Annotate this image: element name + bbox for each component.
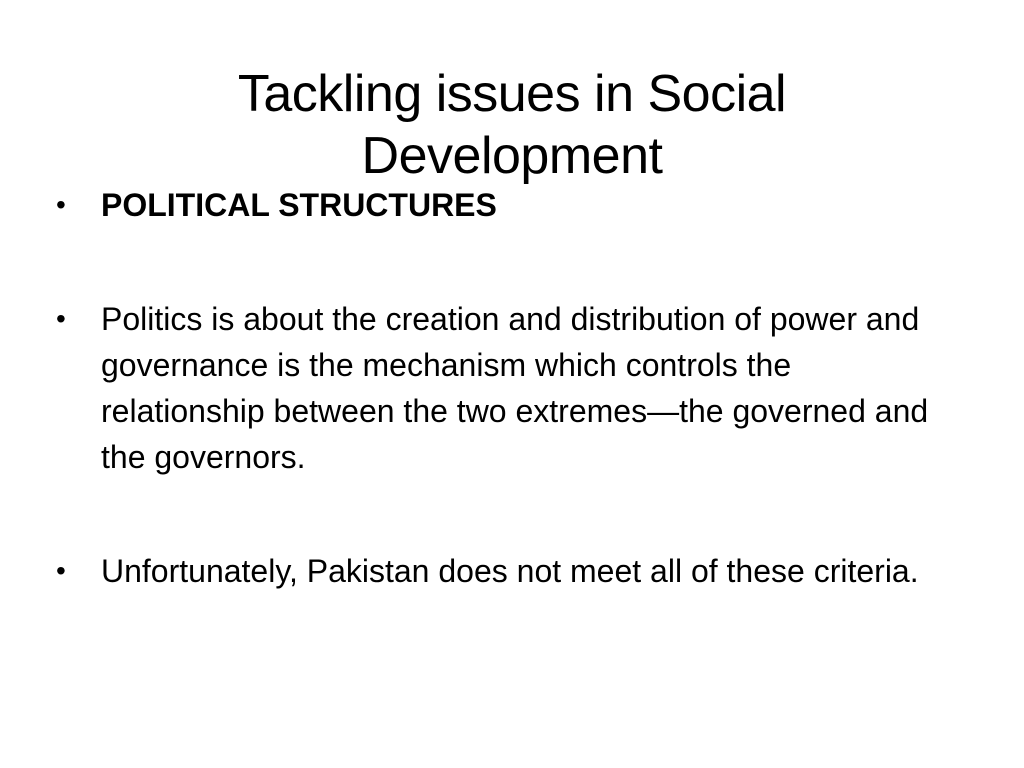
bullet-icon: • [56, 555, 66, 586]
bullet-item-pakistan-criteria [56, 548, 956, 594]
bullet-item-political-structures [56, 182, 956, 228]
bullet-icon: • [56, 303, 66, 334]
bullet-item-politics-definition [56, 296, 956, 480]
title-line-2: Development [361, 126, 663, 185]
bullet-list [56, 182, 956, 594]
bullet-text: POLITICAL STRUCTURES [101, 187, 497, 223]
bullet-text: Unfortunately, Pakistan does not meet all of these criteria. [101, 553, 919, 589]
bullet-icon: • [56, 189, 66, 220]
bullet-text: Politics is about the creation and distribution of power and governance is the mechanism which controls the relationship between the two extremes—the governed and the governors. [101, 301, 929, 475]
title-line-1: Tackling issues in Social [237, 64, 787, 123]
slide-title [60, 63, 964, 187]
